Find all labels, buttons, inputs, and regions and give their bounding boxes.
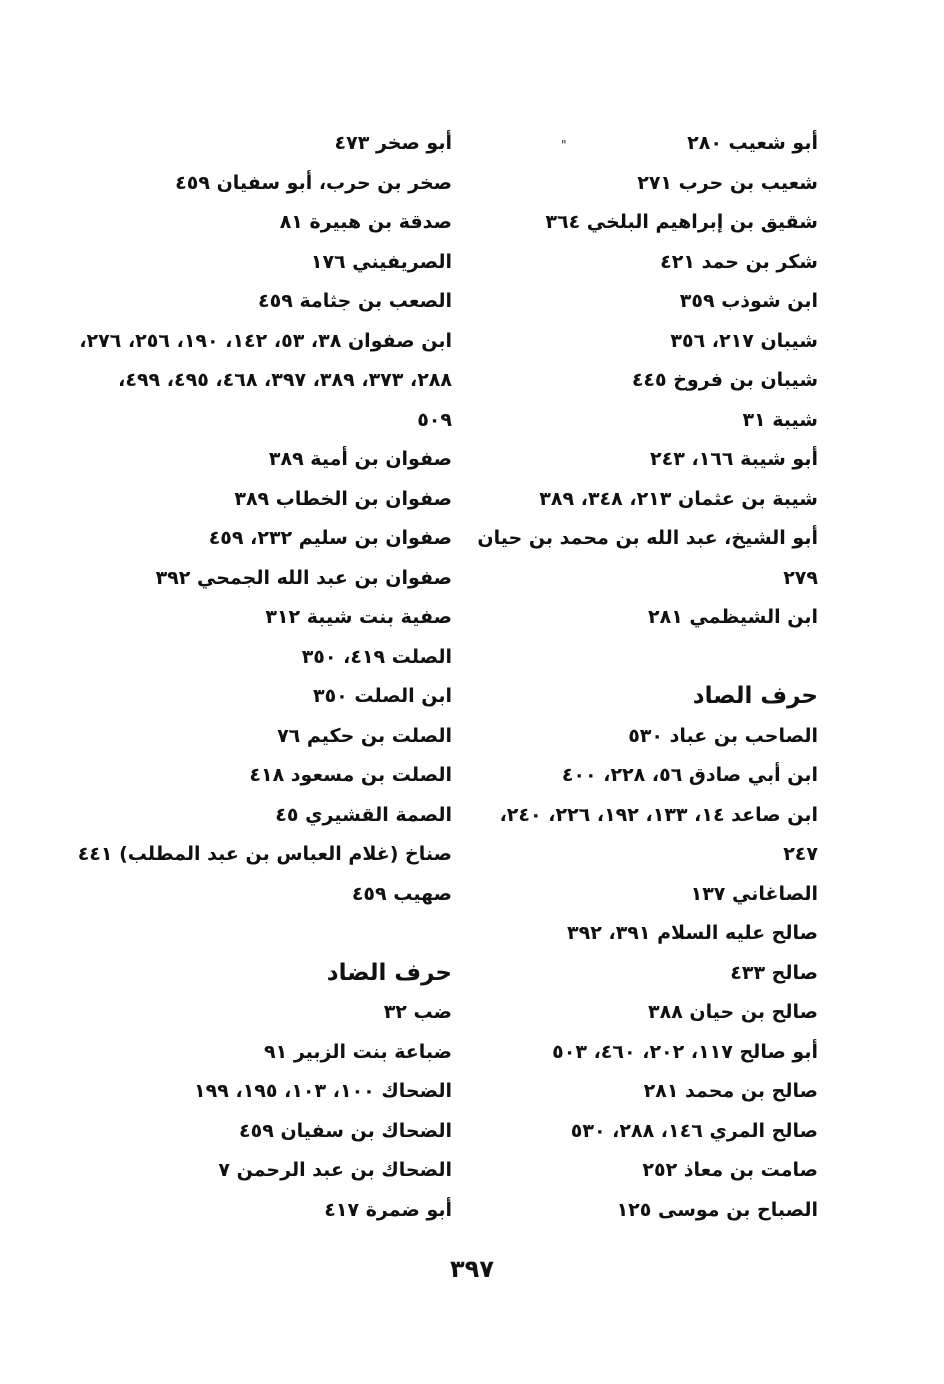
index-entry: شيبان بن فروخ ٤٤٥ bbox=[631, 369, 818, 391]
index-entry: ابن الصلت ٣٥٠ bbox=[312, 685, 452, 707]
index-entry: شعيب بن حرب ٢٧١ bbox=[637, 171, 818, 194]
index-entry: أبو صالح ١١٧، ٢٠٢، ٤٦٠، ٥٠٣ bbox=[552, 1040, 818, 1063]
page-number: ٣٩٧ bbox=[450, 1255, 494, 1283]
index-entry: ٢٧٩ bbox=[783, 566, 818, 589]
index-entry: الضحاك بن عبد الرحمن ٧ bbox=[218, 1159, 452, 1181]
index-entry: الصباح بن موسى ١٢٥ bbox=[616, 1198, 818, 1221]
blank-line bbox=[478, 638, 818, 678]
stray-mark: " bbox=[561, 138, 567, 152]
index-entry: شيبة ٣١ bbox=[742, 408, 818, 431]
index-entry: أبو شيبة ١٦٦، ٢٤٣ bbox=[650, 448, 818, 470]
index-entry: شقيق بن إبراهيم البلخي ٣٦٤ bbox=[545, 211, 818, 233]
index-entry: شكر بن حمد ٤٢١ bbox=[660, 250, 818, 273]
index-entry: ضباعة بنت الزبير ٩١ bbox=[264, 1040, 452, 1063]
index-entry: ابن صاعد ١٤، ١٣٣، ١٩٢، ٢٢٦، ٢٤٠، bbox=[499, 803, 818, 826]
index-entry: صالح المري ١٤٦، ٢٨٨، ٥٣٠ bbox=[570, 1119, 818, 1142]
index-entry: صدقة بن هبيرة ٨١ bbox=[279, 211, 452, 233]
left-column bbox=[77, 124, 452, 1230]
index-entry: شيبان ٢١٧، ٣٥٦ bbox=[670, 329, 818, 352]
index-entry: صهيب ٤٥٩ bbox=[351, 882, 452, 905]
index-entry: أبو الشيخ، عبد الله بن محمد بن حيان bbox=[477, 527, 818, 549]
index-entry: ابن الشيظمي ٢٨١ bbox=[648, 606, 818, 628]
index-entry: الضحاك ١٠٠، ١٠٣، ١٩٥، ١٩٩ bbox=[194, 1080, 452, 1102]
index-entry: ٥٠٩ bbox=[417, 408, 452, 431]
index-entry: الصلت ٤١٩، ٣٥٠ bbox=[301, 645, 452, 668]
index-entry: الصعب بن جثامة ٤٥٩ bbox=[258, 290, 452, 312]
blank-line bbox=[106, 914, 452, 954]
index-entry: أبو صخر ٤٧٣ bbox=[334, 132, 452, 154]
index-entry: صفوان بن الخطاب ٣٨٩ bbox=[234, 487, 452, 510]
index-entry: صفوان بن عبد الله الجمحي ٣٩٢ bbox=[155, 566, 452, 589]
index-entry: الصريفيني ١٧٦ bbox=[310, 250, 452, 273]
index-entry: صامت بن معاذ ٢٥٢ bbox=[642, 1159, 818, 1181]
index-entry: الصلت بن مسعود ٤١٨ bbox=[249, 764, 452, 786]
index-entry: ٢٨٨، ٣٧٣، ٣٨٩، ٣٩٧، ٤٦٨، ٤٩٥، ٤٩٩، bbox=[118, 369, 452, 391]
index-entry: صالح بن حيان ٣٨٨ bbox=[648, 1001, 818, 1023]
index-entry: شيبة بن عثمان ٢١٣، ٣٤٨، ٣٨٩ bbox=[539, 487, 818, 510]
index-entry: صفوان بن أمية ٣٨٩ bbox=[268, 448, 452, 470]
index-entry: ابن صفوان ٣٨، ٥٣، ١٤٢، ١٩٠، ٢٥٦، ٢٧٦، bbox=[79, 329, 452, 352]
index-entry: الصاحب بن عباد ٥٣٠ bbox=[628, 724, 818, 747]
index-entry: ضب ٣٢ bbox=[383, 1001, 452, 1023]
index-entry: الصمة القشيري ٤٥ bbox=[275, 803, 452, 826]
index-entry: صناخ (غلام العباس بن عبد المطلب) ٤٤١ bbox=[77, 843, 452, 865]
right-column bbox=[478, 124, 818, 1230]
index-entry: صالح ٤٣٣ bbox=[730, 961, 818, 984]
index-entry: أبو شعيب ٢٨٠ bbox=[687, 132, 818, 154]
index-entry: صخر بن حرب، أبو سفيان ٤٥٩ bbox=[175, 171, 452, 194]
index-entry: صالح عليه السلام ٣٩١، ٣٩٢ bbox=[567, 922, 818, 944]
index-entry: ٢٤٧ bbox=[783, 843, 818, 865]
section-heading: حرف الصاد bbox=[692, 683, 818, 709]
index-entry: صفوان بن سليم ٢٣٢، ٤٥٩ bbox=[208, 527, 452, 549]
index-entry: الصلت بن حكيم ٧٦ bbox=[277, 724, 452, 747]
index-entry: ابن أبي صادق ٥٦، ٢٢٨، ٤٠٠ bbox=[561, 764, 818, 786]
index-entry: الصاغاني ١٣٧ bbox=[690, 882, 818, 905]
section-heading: حرف الضاد bbox=[326, 959, 452, 986]
index-entry: صالح بن محمد ٢٨١ bbox=[643, 1080, 818, 1102]
index-entry: أبو ضمرة ٤١٧ bbox=[324, 1198, 452, 1221]
index-entry: ابن شوذب ٣٥٩ bbox=[679, 290, 818, 312]
index-entry: صفية بنت شيبة ٣١٢ bbox=[265, 606, 452, 628]
index-entry: الضحاك بن سفيان ٤٥٩ bbox=[239, 1119, 452, 1142]
